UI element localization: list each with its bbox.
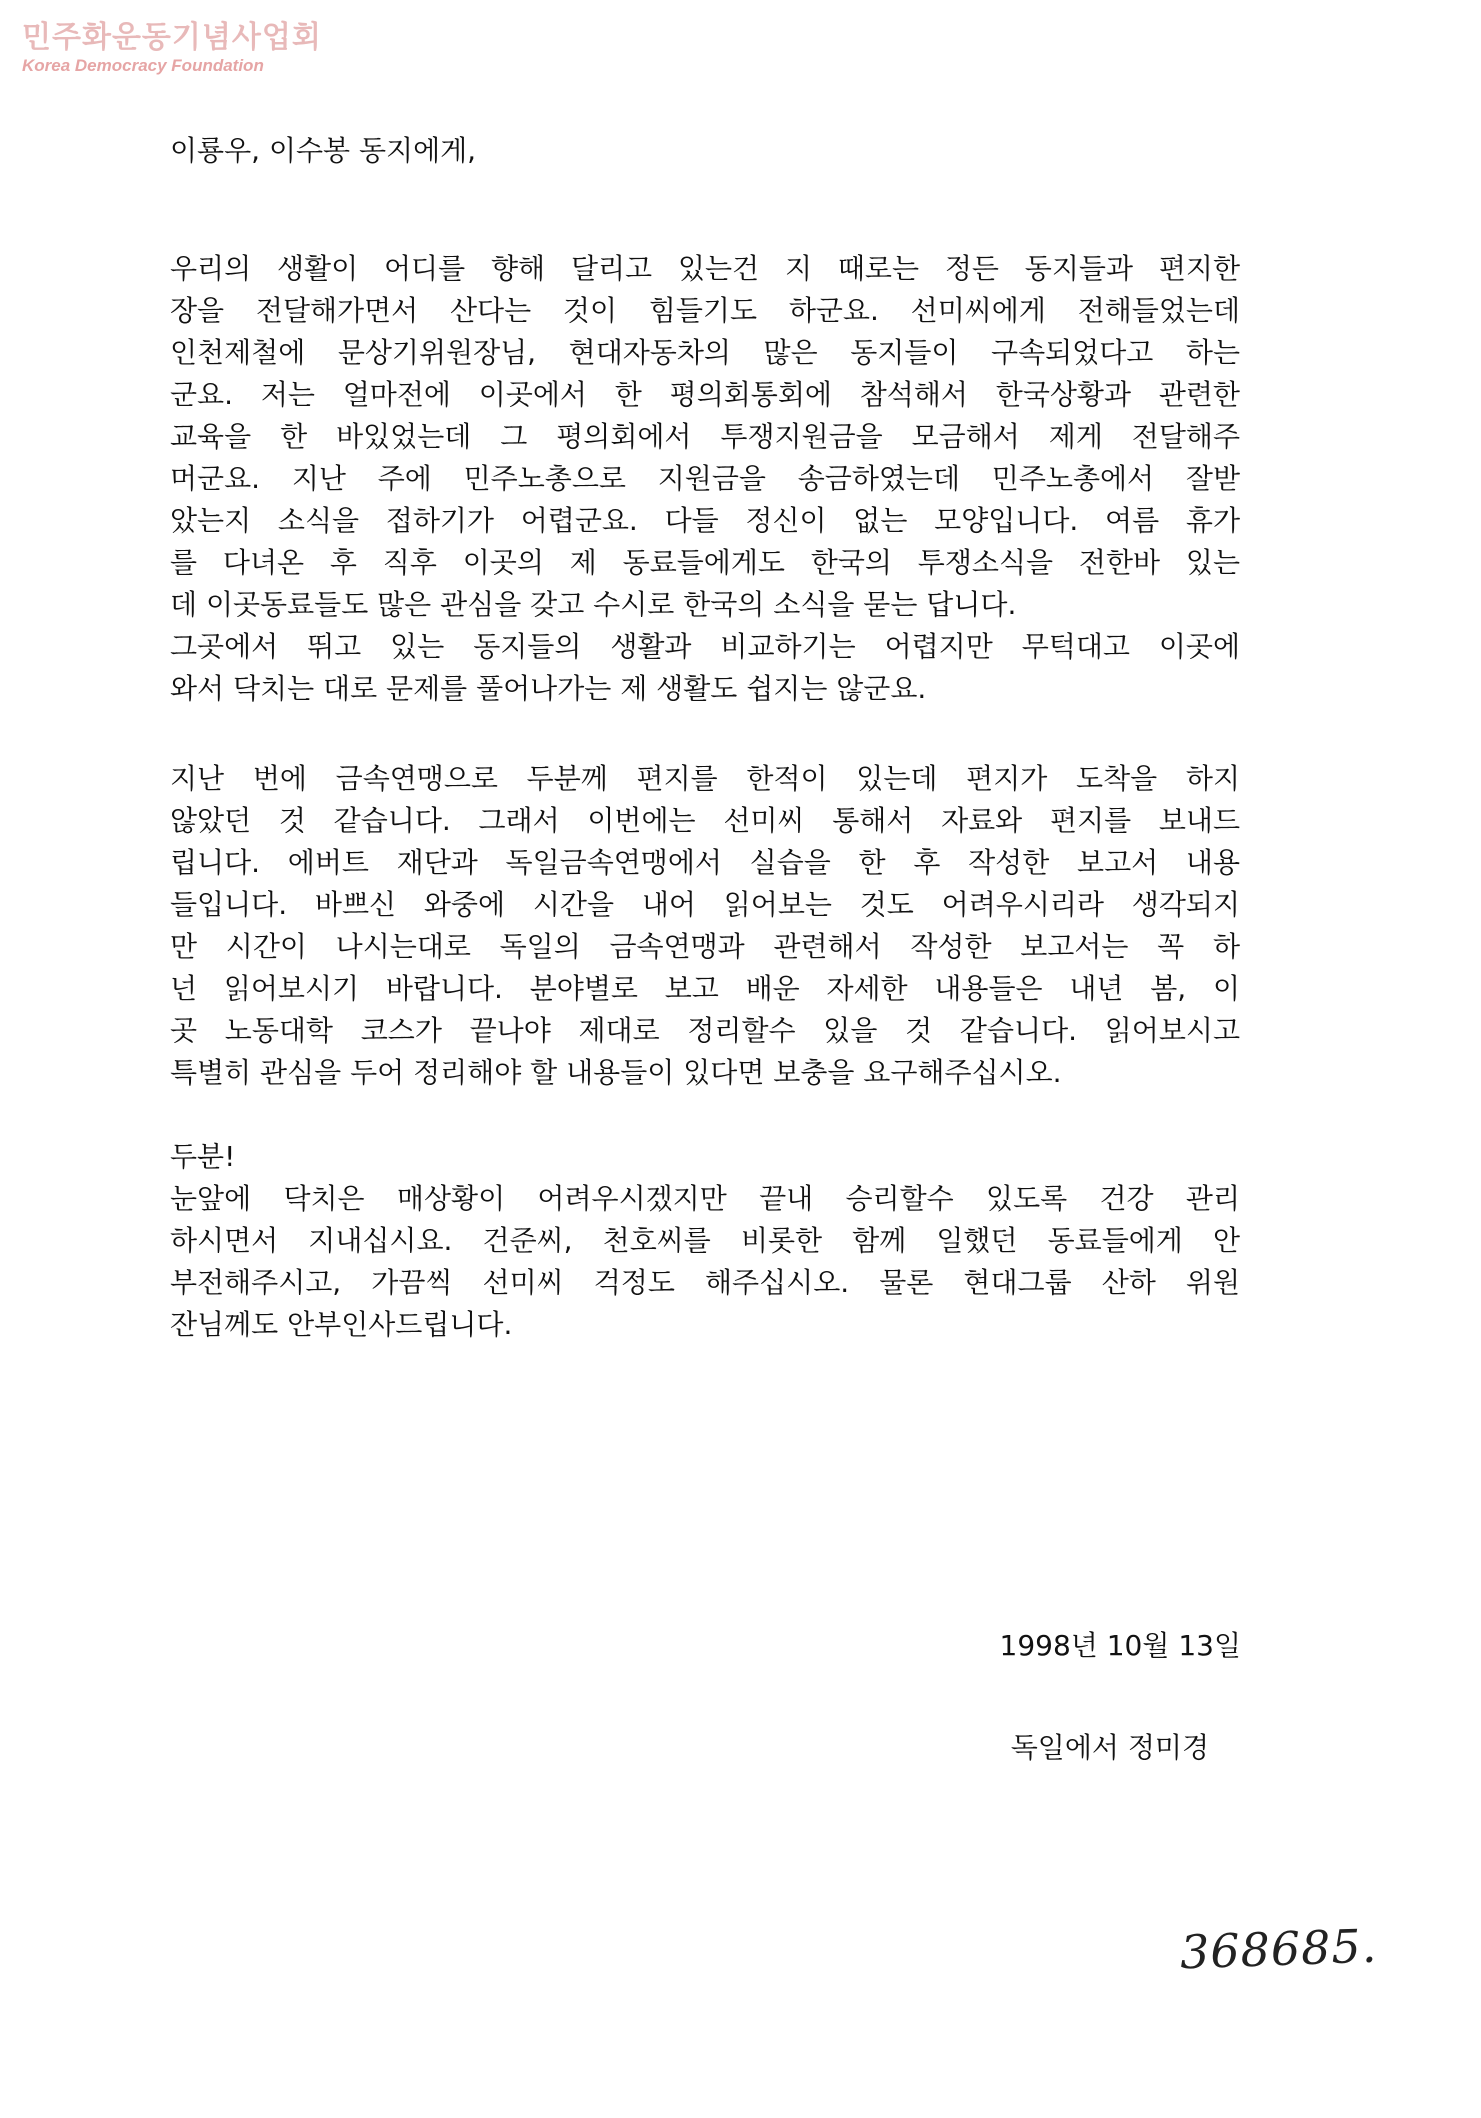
text-line: 특별히 관심을 두어 정리해야 할 내용들이 있다면 보충을 요구해주십시오. [170, 1056, 1062, 1089]
paragraph-2 [170, 758, 1240, 1094]
paragraph-3-heading: 두분! [170, 1140, 236, 1173]
letter-body [170, 130, 1240, 1346]
watermark-korean: 민주화운동기념사업회 [22, 20, 322, 55]
text-line: 만 시간이 나시는대로 독일의 금속연맹과 관련해서 작성한 보고서는 꼭 하 [170, 930, 1240, 963]
text-line: 를 다녀온 후 직후 이곳의 제 동료들에게도 한국의 투쟁소식을 전한바 있는 [170, 546, 1240, 579]
paragraph-3 [170, 1136, 1240, 1346]
paragraph-1 [170, 248, 1240, 710]
text-line: 군요. 저는 얼마전에 이곳에서 한 평의회통회에 참석해서 한국상황과 관련한 [170, 378, 1240, 411]
text-line: 않았던 것 같습니다. 그래서 이번에는 선미씨 통해서 자료와 편지를 보내드 [170, 804, 1240, 837]
text-line: 곳 노동대학 코스가 끝나야 제대로 정리할수 있을 것 같습니다. 읽어보시고 [170, 1014, 1240, 1047]
text-line: 머군요. 지난 주에 민주노총으로 지원금을 송금하였는데 민주노총에서 잘받 [170, 462, 1240, 495]
text-line: 넌 읽어보시기 바랍니다. 분야별로 보고 배운 자세한 내용들은 내년 봄, 이 [170, 972, 1240, 1005]
letter-date: 1998년 10월 13일 [999, 1629, 1241, 1662]
text-line: 교육을 한 바있었는데 그 평의회에서 투쟁지원금을 모금해서 제게 전달해주 [170, 420, 1240, 453]
text-line: 립니다. 에버트 재단과 독일금속연맹에서 실습을 한 후 작성한 보고서 내용 [170, 846, 1240, 879]
text-line: 인천제철에 문상기위원장님, 현대자동차의 많은 동지들이 구속되었다고 하는 [170, 336, 1240, 369]
foundation-watermark [22, 20, 322, 76]
text-line: 들입니다. 바쁘신 와중에 시간을 내어 읽어보는 것도 어려우시리라 생각되지 [170, 888, 1240, 921]
text-line: 그곳에서 뛰고 있는 동지들의 생활과 비교하기는 어렵지만 무턱대고 이곳에 [170, 630, 1240, 663]
text-line: 하시면서 지내십시요. 건준씨, 천호씨를 비롯한 함께 일했던 동료들에게 안 [170, 1224, 1240, 1257]
text-line: 잔님께도 안부인사드립니다. [170, 1308, 513, 1341]
text-line: 눈앞에 닥치은 매상황이 어려우시겠지만 끝내 승리할수 있도록 건강 관리 [170, 1182, 1240, 1215]
letter-signature: 독일에서 정미경 [1010, 1731, 1209, 1764]
text-line: 데 이곳동료들도 많은 관심을 갖고 수시로 한국의 소식을 묻는 답니다. [170, 588, 1017, 621]
text-line: 부전해주시고, 가끔씩 선미씨 걱정도 해주십시오. 물론 현대그룹 산하 위원 [170, 1266, 1240, 1299]
archive-number: 368685. [1179, 1918, 1379, 1980]
salutation: 이룡우, 이수봉 동지에게, [170, 134, 477, 167]
text-line: 지난 번에 금속연맹으로 두분께 편지를 한적이 있는데 편지가 도착을 하지 [170, 762, 1240, 795]
text-line: 장을 전달해가면서 산다는 것이 힘들기도 하군요. 선미씨에게 전해들었는데 [170, 294, 1240, 327]
text-line: 와서 닥치는 대로 문제를 풀어나가는 제 생활도 쉽지는 않군요. [170, 672, 927, 705]
text-line: 았는지 소식을 접하기가 어렵군요. 다들 정신이 없는 모양입니다. 여름 휴가 [170, 504, 1240, 537]
text-line: 우리의 생활이 어디를 향해 달리고 있는건 지 때로는 정든 동지들과 편지한 [170, 252, 1240, 285]
watermark-english: Korea Democracy Foundation [22, 56, 264, 75]
